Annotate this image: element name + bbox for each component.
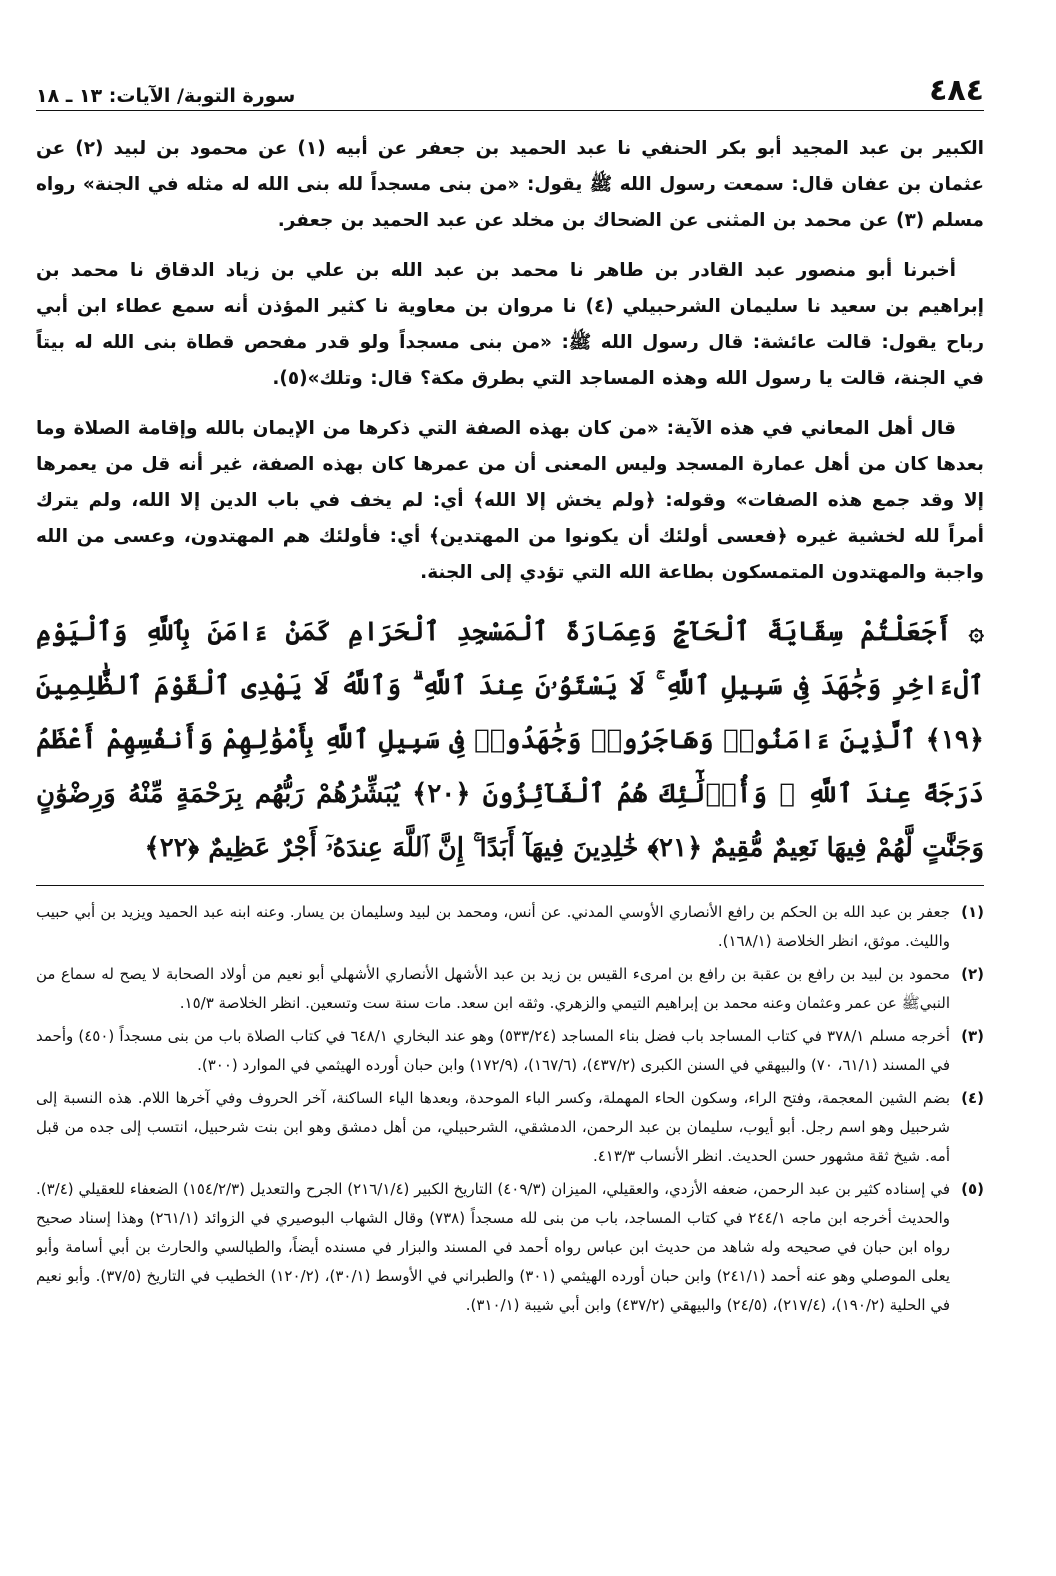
footnote-number: (٥) <box>961 1180 984 1198</box>
footnote-number: (٢) <box>961 965 984 983</box>
footnote <box>36 1022 984 1080</box>
running-head <box>36 70 984 111</box>
footnote-text: جعفر بن عبد الله بن الحكم بن رافع الأنصاري الأوسي المدني. عن أنس، ومحمد بن لبيد وسليمان بن يسار. وعنه ابنه عبد الحميد ويزيد بن أبي حبيب والليث. موثق، انظر الخلاصة (١٦٨/١). <box>36 903 950 950</box>
paragraph: أخبرنا أبو منصور عبد القادر بن طاهر نا محمد بن عبد الله بن علي بن زياد الدقاق نا محمد بن إبراهيم بن سعيد نا سليمان الشرحبيلي (٤) نا مروان بن معاوية نا كثير المؤذن أنه سمع عطاء ابن أبي رباح يقول: قالت عائشة: قال رسول الله ﷺ: «من بنى مسجداً ولو قدر مفحص قطاة بنى الله له بيتاً في الجنة، قالت يا رسول الله وهذه المساجد التي بطرق مكة؟ قال: وتلك»(٥). <box>36 260 984 389</box>
footnote <box>36 898 984 956</box>
footnote <box>36 1175 984 1320</box>
paragraph: الكبير بن عبد المجيد أبو بكر الحنفي نا عبد الحميد بن جعفر عن أبيه (١) عن محمود بن لبيد (٢) عن عثمان بن عفان قال: سمعت رسول الله ﷺ يقول: «من بنى مسجداً لله بنى الله له مثله في الجنة» رواه مسلم (٣) عن محمد بن المثنى عن الضحاك بن مخلد عن عبد الحميد بن جعفر. <box>36 138 984 231</box>
paragraph: قال أهل المعاني في هذه الآية: «من كان بهذه الصفة التي ذكرها من الإيمان بالله وإقامة الصلاة وما بعدها كان من أهل عمارة المسجد وليس المعنى أن من عمرها كان بهذه الصفة، غير أنه قل من يعمرها إلا وقد جمع هذه الصفات» وقوله: ﴿ولم يخش إلا الله﴾ أي: لم يخف في باب الدين إلا الله، ولم يترك أمراً لله لخشية غيره ﴿فعسى أولئك أن يكونوا من المهتدين﴾ أي: فأولئك هم المهتدون، وعسى من الله واجبة والمهتدون المتمسكون بطاعة الله التي تؤدي إلى الجنة. <box>36 418 984 583</box>
footnote-text: في إسناده كثير بن عبد الرحمن، ضعفه الأزدي، والعقيلي، الميزان (٤٠٩/٣) التاريخ الكبير (٢١٦/١/٤) الجرح والتعديل (١٥٤/٢/٣) الضعفاء للعقيلي (٣/٤). والحديث أخرجه ابن ماجه ٢٤٤/١ في كتاب المساجد، باب من بنى لله مسجداً (٧٣٨) وقال الشهاب البوصيري في الزوائد (٢٦١/١) وهذا إسناد صحيح رواه ابن حبان في صحيحه وله شاهد من حديث ابن عباس رواه أحمد في المسند والبزار في مسنده أيضاً، والطيالسي والحارث بن أبي أسامة وأبو يعلى الموصلي وهو عنه أحمد (٢٤١/١) وابن حبان أورده الهيثمي (٣٠١) والطبراني في الأوسط (٣٠/١)، (١٢٠/٢) الخطيب في التاريخ (٣٧/٥). وأبو نعيم في الحلية (١٩٠/٢)، (٢١٧/٤)، (٢٤/٥) والبيهقي (٤٣٧/٢) وابن أبي شيبة (٣١٠/١). <box>36 1180 951 1314</box>
book-page <box>36 70 984 1540</box>
footnotes <box>36 898 984 1320</box>
footnote-number: (١) <box>961 903 984 921</box>
footnote <box>36 1084 984 1171</box>
body-text <box>36 131 984 591</box>
page-number: ٤٨٤ <box>929 73 984 108</box>
footnote-number: (٤) <box>961 1089 984 1107</box>
footnote-text: بضم الشين المعجمة، وفتح الراء، وسكون الحاء المهملة، وكسر الباء الموحدة، وبعدها الياء الساكنة، آخر الحروف وفي آخرها اللام. هذه النسبة إلى شرحبيل وهو اسم رجل. أبو أيوب، سليمان بن عبد الرحمن، الدمشقي، الشرحبيلي، من أهل دمشق وهو ابن بنت شرحبيل، انتسب إلى جده من قبل أمه. شيخ ثقة مشهور حسن الحديث. انظر الأنساب ٤١٣/٣. <box>36 1089 950 1165</box>
chapter-title: سورة التوبة/ الآيات: ١٣ ـ ١٨ <box>36 85 296 107</box>
footnote-text: أخرجه مسلم ٣٧٨/١ في كتاب المساجد باب فضل بناء المساجد (٥٣٣/٢٤) وهو عند البخاري ٦٤٨/١ في كتاب الصلاة باب من بنى مسجداً (٤٥٠) وأحمد في المسند (٦١/١، ٧٠) والبيهقي في السنن الكبرى (٤٣٧/٢)، (١٦٧/٦)، (١٧٢/٩) وابن حبان أورده الهيثمي في الموارد (٣٠٠). <box>36 1027 950 1074</box>
footnote-text: محمود بن لبيد بن رافع بن عقبة بن رافع بن امرىء القيس بن زيد بن عبد الأشهل الأنصاري الأشهلي أبو نعيم من أولاد الصحابة لا يصح له سماع من النبيﷺ عن عمر وعثمان وعنه محمد بن إبراهيم التيمي والزهري. وثقه ابن سعد. مات سنة ست وتسعين. انظر الخلاصة ١٥/٣. <box>36 965 950 1012</box>
footnote-number: (٣) <box>961 1027 984 1045</box>
footnote <box>36 960 984 1018</box>
quran-verses: ۞ أَجَعَلْتُمْ سِقَايَةَ ٱلْحَآجِّ وَعِمَارَةَ ٱلْمَسْجِدِ ٱلْحَرَامِ كَمَنْ ءَامَنَ بِٱللَّهِ وَٱلْيَوْمِ ٱلْءَاخِرِ وَجَٰهَدَ فِى سَبِيلِ ٱللَّهِ ۚ لَا يَسْتَوُۥنَ عِندَ ٱللَّهِ ۗ وَٱللَّهُ لَا يَهْدِى ٱلْقَوْمَ ٱلظَّٰلِمِينَ ﴿١٩﴾ ٱلَّذِينَ ءَامَنُوا۟ وَهَاجَرُوا۟ وَجَٰهَدُوا۟ فِى سَبِيلِ ٱللَّهِ بِأَمْوَٰلِهِمْ وَأَنفُسِهِمْ أَعْظَمُ دَرَجَةً عِندَ ٱللَّهِ ۚ وَأُو۟لَٰٓئِكَ هُمُ ٱلْفَآئِزُونَ ﴿٢٠﴾ يُبَشِّرُهُمْ رَبُّهُم بِرَحْمَةٍ مِّنْهُ وَرِضْوَٰنٍ وَجَنَّٰتٍ لَّهُمْ فِيهَا نَعِيمٌ مُّقِيمٌ ﴿٢١﴾ خَٰلِدِينَ فِيهَآ أَبَدًا ۚ إِنَّ ٱللَّهَ عِندَهُۥٓ أَجْرٌ عَظِيمٌ ﴿٢٢﴾ <box>36 605 984 886</box>
